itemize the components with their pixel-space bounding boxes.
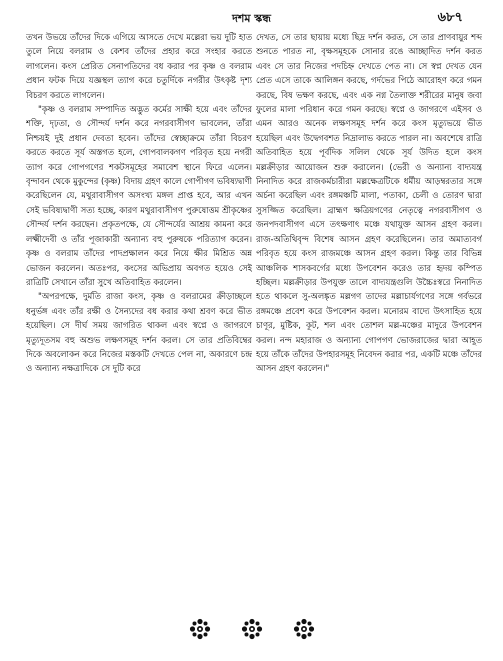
- paragraph: তখন উভয়ে তাঁদের দিকে এগিয়ে আসতে দেখে মল্লেরা ভয় দুটি হাত তুলে নিয়ে বলরাম ও কেশব তাঁদের প্রহার করে সংহার করতে লাগলেন। কংস প্রেরিত সেনাপতিদের বধ করার পর কৃষ্ণ ও বলরাম প্রধান ফটক দিয়ে যজ্ঞস্থল ত্যাগ করে চতুর্দিকে নগরীর উৎকৃষ্ট দৃশ্য বিচরণ করতে লাগলেন।: [26, 32, 252, 100]
- paragraph: দেখত, সে তার ছায়ায় মধ্যে ছিদ্র দর্শন করত, সে তার প্রাণবায়ুর শব্দ শুনতে পারত না, বৃক্ষসমূহকে সোনার রঙে আচ্ছাদিত দর্শন করত এবং সে তার নিজের পদচিহ্ন দেখতে পেত না। সে স্বপ্ন দেখত যেন প্রেত এসে তাকে আলিঙ্গন করছে, গর্দভের পিঠে আরোহণ করে গমন করছে, বিষ ভক্ষণ করছে, এবং এক নগ্ন তৈলাক্ত শরীরের মানুষ জবা ফুলের মালা পরিধান করে গমন করছে। স্বপ্নে ও জাগরণে এইসব ও এমন আরও অনেক লক্ষণসমূহ দর্শন করে কংস মৃত্যুভয়ে ভীত হয়েছিল এবং উদ্বেগবশত নিদ্রালাভ করতে পারল না। অবশেষে রাত্রি অতিবাহিত হয়ে পূর্বদিক সলিল থেকে সূর্য উদিত হলে কংস মল্লক্রীড়ার আয়োজন শুরু করালেন। (ভেরী ও অন্যান্য বাদ্যযন্ত্র নিনাদিত করে রাজকর্মচারীরা মল্লক্ষেত্রটিকে ধর্মীয় আড়ম্বরতার সঙ্গে অর্চনা করেছিল এবং রঙ্গমঞ্চটি মালা, পতাকা, চেলী ও তোরণ দ্বারা সুসজ্জিত করেছিল। ব্রাহ্মণ ক্ষত্রিয়গণের নেতৃত্বে নগরবাসীগণ ও জনপদবাসীগণ এসে তৎক্ষণাৎ মঞ্চে যথাযুক্ত আসন গ্রহণ করল। রাজ-অতিথিবৃন্দ বিশেষ আসন গ্রহণ করেছিলেন। তার অমাত্যবর্গ পরিবৃত হয়ে কংস রাজমঞ্চে আসন গ্রহণ করল। কিন্তু তার বিভিন্ন আঞ্চলিক শাসকবর্গের মধ্যে উপবেশন করেও তার হৃদয় কম্পিত হচ্ছিল। মল্লক্রীড়ার উপযুক্ত তালে বাদ্যযন্ত্রগুলি উচ্চৈঃস্বরে নিনাদিত হতে থাকলে সু-অলঙ্কৃত মল্লগণ তাদের মল্লাচার্যগণের সঙ্গে গর্বভরে রঙ্গমঞ্চে প্রবেশ করে উপবেশন করল। মনোরম বাদ্যে উৎসাহিত হয়ে চাণূর, মুষ্টিক, কূট, শল এবং তোশল মল্ল-মঞ্চের মাদুরে উপবেশন করল। নন্দ মহারাজ ও অন্যান্য গোপগণ ভোজরাজের দ্বারা আহূত হয়ে তাঁকে তাঁদের উপহারসমূহ নিবেদন করার পর, একটি মঞ্চে তাঁদের আসন গ্রহণ করলেন।": [256, 32, 482, 374]
- chapter-title: দশম স্কন্ধ: [232, 12, 271, 25]
- page-number: ৬৮৭: [437, 10, 463, 25]
- left-column: [26, 30, 252, 600]
- paragraph: "কৃষ্ণ ও বলরাম সম্পাদিত অদ্ভুত কর্মের সাক্ষী হয়ে এবং তাঁদের শক্তি, দৃঢ়তা, ও সৌন্দর্য দর্শন করে নগরবাসীগণ ভাবলেন, তাঁরা নিশ্চয়ই দুই প্রধান দেবতা হবেন। তাঁদের স্বেচ্ছাক্রমে তাঁরা বিচরণ করতে করতে সূর্য অস্তগত হলে, গোপবালকগণ পরিবৃত হয়ে নগরী ত্যাগ করে গোপগণের শকটসমূহের সমাবেশ স্থানে ফিরে এলেন। বৃন্দাবন থেকে মুকুন্দের (কৃষ্ণ) বিদায় গ্রহণ কালে গোপীগণ ভবিষ্যদ্বাণী করেছিলেন যে, মথুরাবাসীগণ অসংখ্য মঙ্গল প্রাপ্ত হবে, আর এখন সেই ভবিষ্যদ্বাণী সত্য হচ্ছে, কারণ মথুরাবাসীগণ পুরুষোত্তম শ্রীকৃষ্ণের সৌন্দর্য দর্শন করছেন। প্রকৃতপক্ষে, যে সৌন্দর্যের আশ্রয় কামনা করে লক্ষ্মীদেবী ও তাঁর পূজাকারী অন্যান্য বহু পুরুষকে পরিত্যাগ করেন। কৃষ্ণ ও বলরাম তাঁদের পাদপ্রক্ষালন করে নিয়ে ক্ষীর মিশ্রিত অন্ন ভোজন করলেন। অতঃপর, কংসের অভিপ্রায় অবগত হয়েও সেই রাত্রিটি সেখানে তাঁরা সুখে অতিবাহিত করলেন।: [26, 104, 252, 287]
- floral-ornament-icon: [293, 618, 315, 640]
- paragraph: "অপরপক্ষে, দুর্মতি রাজা কংস, কৃষ্ণ ও বলরামের ক্রীড়াচ্ছলে ধনুর্ভঙ্গ এবং তাঁর রক্ষী ও সৈন্যদের বধ করার কথা শ্রবণ করে ভীত হয়েছিল। সে দীর্ঘ সময় জাগরিত থাকল এবং স্বপ্নে ও জাগরণে মৃত্যুদূতসম বহু অশুভ লক্ষণসমূহ দর্শন করল। সে তার প্রতিবিম্বের দিকে অবলোকন করে নিজের মস্তকটি দেখতে পেল না, অকারণে চন্দ্র ও অন্যান্য নক্ষত্রাদিকে সে দুটি করে: [26, 291, 252, 374]
- floral-ornament-icon: [241, 618, 263, 640]
- ornament-row: [0, 618, 503, 640]
- page-header: [40, 8, 463, 26]
- floral-ornament-icon: [189, 618, 211, 640]
- right-column: [256, 30, 482, 600]
